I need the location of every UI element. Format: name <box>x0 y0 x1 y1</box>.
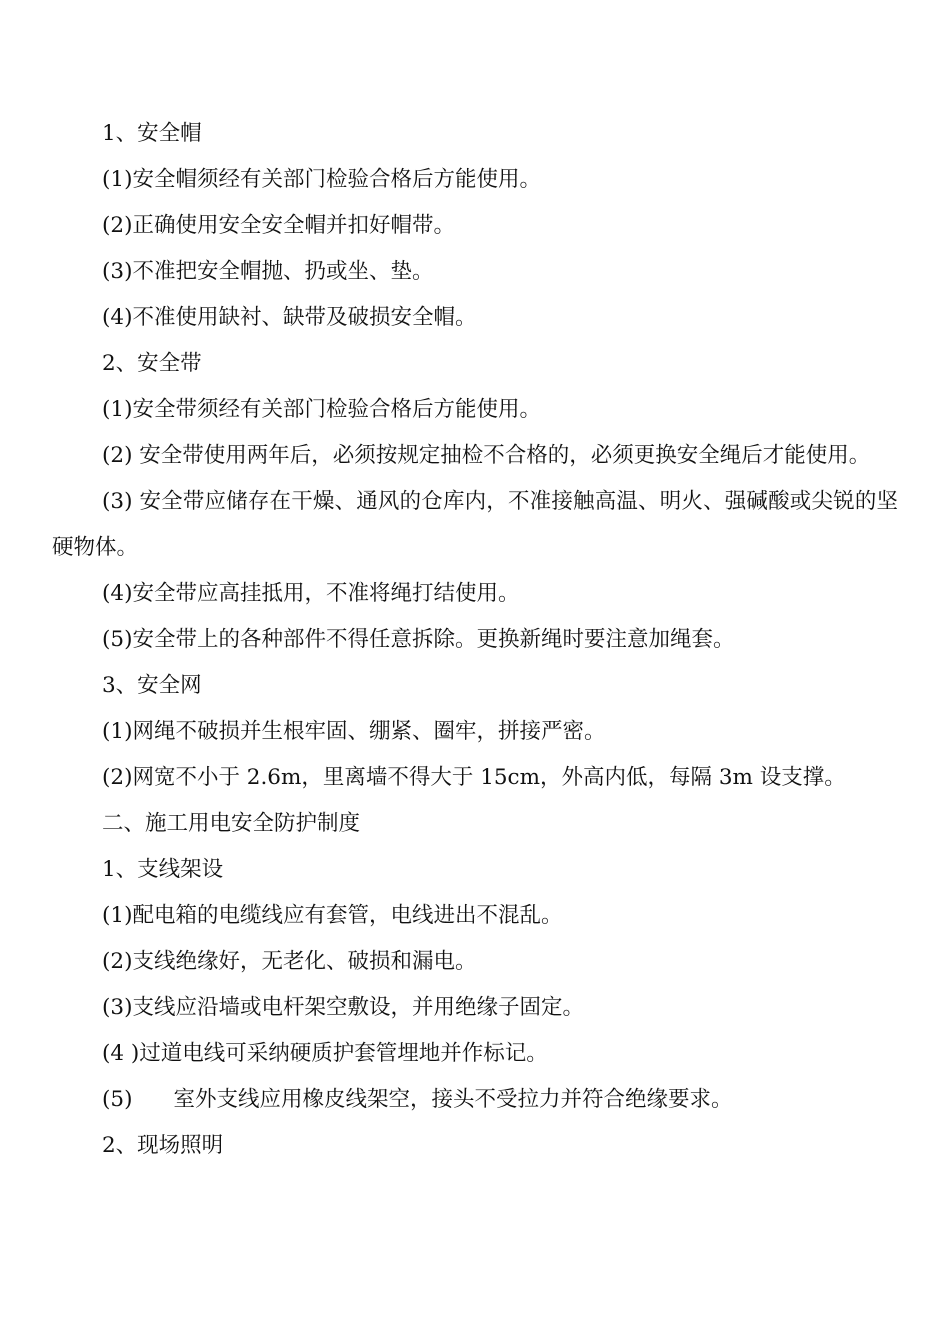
list-item-belt-3: (3) 安全带应储存在干燥、通风的仓库内，不准接触高温、明火、强碱酸或尖锐的坚硬物体。 <box>52 489 898 560</box>
list-item-branch-4: (4 )过道电线可采纳硬质护套管埋地并作标记。 <box>102 1041 548 1066</box>
list-item-net-2: (2)网宽不小于 2.6m，里离墙不得大于 15cm，外高内低，每隔 3m 设支撑。 <box>102 765 846 790</box>
section-heading-safety-net: 3、安全网 <box>102 673 202 698</box>
document-body <box>52 111 898 1169</box>
section-heading-safety-helmet: 1、安全帽 <box>102 121 202 146</box>
list-item-belt-4: (4)安全带应高挂抵用，不准将绳打结使用。 <box>102 581 520 606</box>
list-item-helmet-1: (1)安全帽须经有关部门检验合格后方能使用。 <box>102 167 541 192</box>
list-item-belt-2: (2) 安全带使用两年后，必须按规定抽检不合格的，必须更换安全绳后才能使用。 <box>102 443 871 468</box>
list-item-helmet-2: (2)正确使用安全安全帽并扣好帽带。 <box>102 213 455 238</box>
section-heading-site-lighting: 2、现场照明 <box>102 1133 224 1158</box>
list-item-belt-5: (5)安全带上的各种部件不得任意拆除。更换新绳时要注意加绳套。 <box>102 627 735 652</box>
list-item-helmet-4: (4)不准使用缺衬、缺带及破损安全帽。 <box>102 305 477 330</box>
list-item-net-1: (1)网绳不破损并生根牢固、绷紧、圈牢，拼接严密。 <box>102 719 606 744</box>
chapter-heading-electrical-safety: 二、施工用电安全防护制度 <box>102 811 361 836</box>
list-item-branch-1: (1)配电箱的电缆线应有套管，电线进出不混乱。 <box>102 903 563 928</box>
section-heading-safety-belt: 2、安全带 <box>102 351 202 376</box>
list-item-helmet-3: (3)不准把安全帽抛、扔或坐、垫。 <box>102 259 434 284</box>
list-item-branch-2: (2)支线绝缘好，无老化、破损和漏电。 <box>102 949 477 974</box>
list-item-branch-3: (3)支线应沿墙或电杆架空敷设，并用绝缘子固定。 <box>102 995 584 1020</box>
list-item-branch-5: (5) 室外支线应用橡皮线架空，接头不受拉力并符合绝缘要求。 <box>102 1087 733 1112</box>
section-heading-branch-lines: 1、支线架设 <box>102 857 224 882</box>
list-item-belt-1: (1)安全带须经有关部门检验合格后方能使用。 <box>102 397 541 422</box>
